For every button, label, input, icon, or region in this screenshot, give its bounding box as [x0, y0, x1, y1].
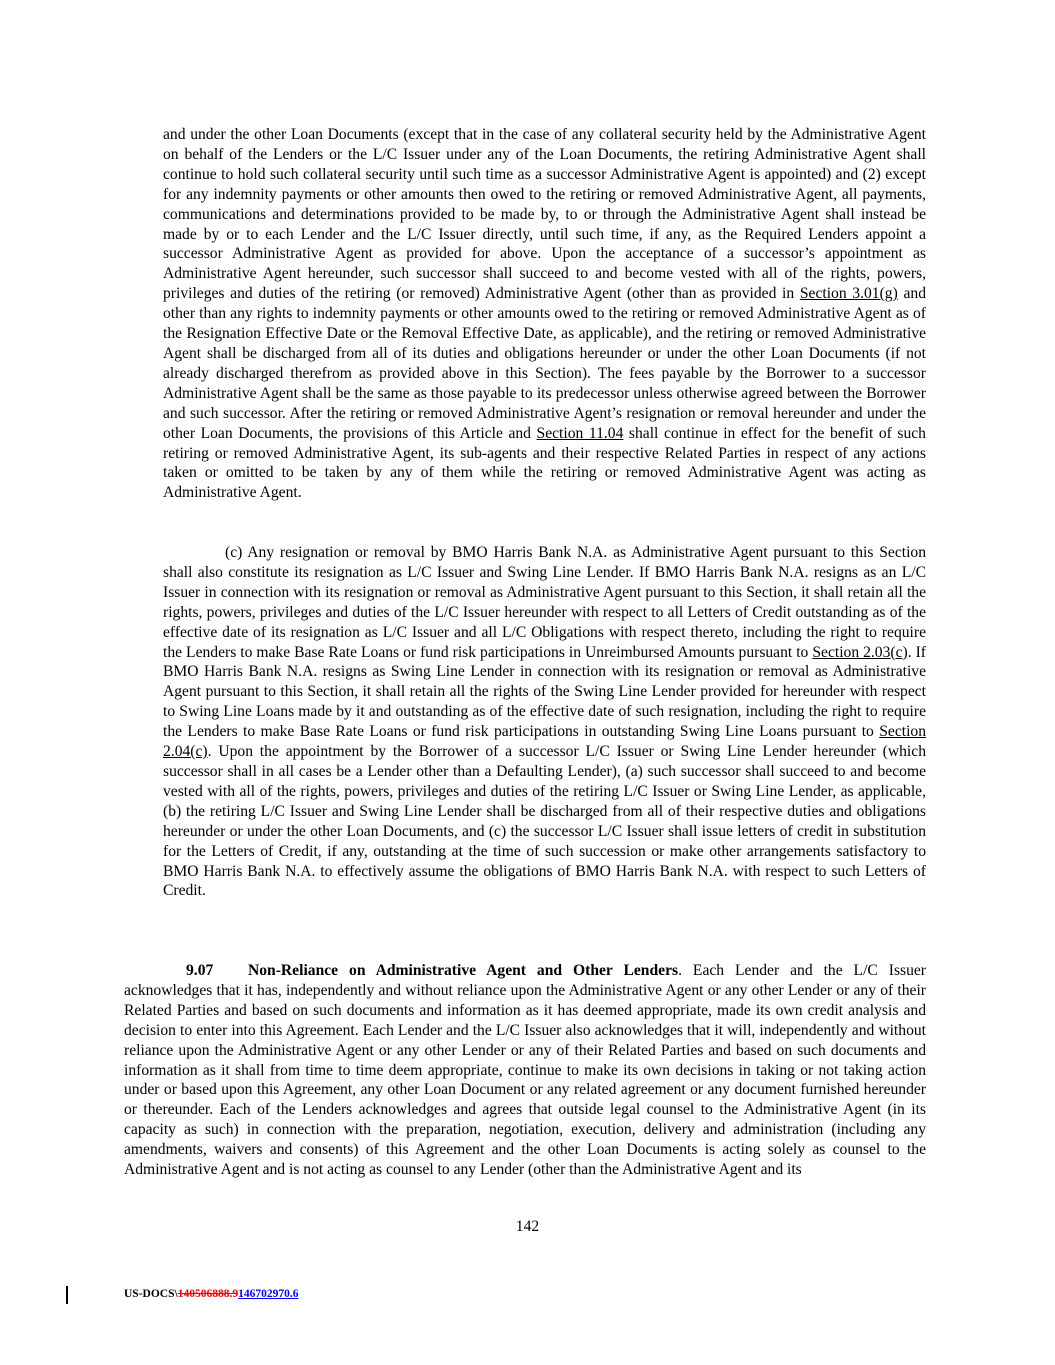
section-9-07	[124, 961, 926, 1180]
page-number: 142	[515, 1218, 540, 1235]
paragraph-continuation	[163, 125, 926, 503]
section-body: . Each Lender and the L/C Issuer acknowledges that it has, independently and without reliance upon the Administrative Agent or any other Lender or any of their Related Parties and based on such documents and information as it has deemed appropriate, made its own credit analysis and decision to enter into this Agreement. Each Lender and the L/C Issuer also acknowledges that it will, independently and without reliance upon the Administrative Agent or any other Lender or any of their Related Parties and based on such documents and information as it shall from time to time deem appropriate, continue to make its own decisions in taking or not taking action under or based upon this Agreement, any other Loan Document or any related agreement or any document furnished hereunder or thereunder. Each of the Lenders acknowledges and agrees that outside legal counsel to the Administrative Agent (in its capacity as such) in connection with the preparation, negotiation, execution, delivery and administration (including any amendments, waivers and consents) of this Agreement and the other Loan Documents is acting solely as counsel to the Administrative Agent and is not acting as counsel to any Lender (other than the Administrative Agent and its	[124, 962, 926, 1179]
change-bar	[66, 1286, 68, 1304]
inserted-document-id: 146702970.6	[238, 1288, 299, 1300]
paragraph-text: . Upon the appointment by the Borrower of a successor L/C Issuer or Swing Line Lender hereunder (which successor shall in all cases be a Lender other than a Defaulting Lender), (a) such successor shall succeed to and become vested with all of the rights, powers, privileges and duties of the retiring L/C Issuer or Swing Line Lender, as applicable, (b) the retiring L/C Issuer and Swing Line Lender shall be discharged from all of their respective duties and obligations hereunder or under the other Loan Documents, and (c) the successor L/C Issuer shall issue letters of credit in substitution for the Letters of Credit, if any, outstanding at the time of such succession or make other arrangements satisfactory to BMO Harris Bank N.A. to effectively assume the obligations of BMO Harris Bank N.A. with respect to such Letters of Credit.	[163, 743, 926, 900]
section-number: 9.07	[186, 962, 214, 979]
paragraph-text: and under the other Loan Documents (except that in the case of any collateral security held by the Administrative Agent on behalf of the Lenders or the L/C Issuer under any of the Loan Documents, the retiring Administrative Agent shall continue to hold such collateral security until such time as a successor Administrative Agent is appointed) and (2) except for any indemnity payments or other amounts then owed to the retiring or removed Administrative Agent, all payments, communications and determinations provided to be made by, to or through the Administrative Agent shall instead be made by or to each Lender and the L/C Issuer directly, until such time, if any, as the Required Lenders appoint a successor Administrative Agent as provided for above. Upon the acceptance of a successor’s appointment as Administrative Agent hereunder, such successor shall succeed to and become vested with all of the rights, powers, privileges and duties of the retiring (or removed) Administrative Agent (other than as provided in	[163, 126, 926, 303]
section-reference: Section 2.04(c)	[163, 723, 926, 761]
paragraph-text: and other than any rights to indemnity payments or other amounts owed to the retiring or removed Administrative Agent as of the Resignation Effective Date or the Removal Effective Date, as applicable), and the retiring or removed Administrative Agent shall be discharged from all of its duties and obligations hereunder or under the other Loan Documents (if not already discharged therefrom as provided above in this Section). The fees payable by the Borrower to a successor Administrative Agent shall be the same as those payable to its predecessor unless otherwise agreed between the Borrower and such successor. After the retiring or removed Administrative Agent’s resignation or removal hereunder and under the other Loan Documents, the provisions of this Article and	[163, 285, 926, 442]
document-id-footer	[124, 1288, 298, 1300]
section-reference: Section 11.04	[536, 424, 624, 442]
paragraph-c	[163, 543, 926, 901]
document-id-prefix: US-DOCS\	[124, 1288, 178, 1300]
section-heading: Non-Reliance on Administrative Agent and Other Lenders	[248, 962, 679, 979]
paragraph-text: shall continue in effect for the benefit of such retiring or removed Administrative Agent, its sub-agents and their respective Related Parties in respect of any actions taken or omitted to be taken by any of them while the retiring or removed Administrative Agent was acting as Administrative Agent.	[163, 424, 926, 502]
section-reference: Section 2.03(c)	[812, 643, 908, 661]
deleted-document-id: 140506888.9	[177, 1288, 239, 1300]
paragraph-text: (c) Any resignation or removal by BMO Harris Bank N.A. as Administrative Agent pursuant to this Section shall also constitute its resignation as L/C Issuer and Swing Line Lender. If BMO Harris Bank N.A. resigns as an L/C Issuer in connection with its resignation or removal as Administrative Agent pursuant to this Section, it shall retain all the rights, powers, privileges and duties of the L/C Issuer hereunder with respect to all Letters of Credit outstanding as of the effective date of its resignation as L/C Issuer and all L/C Obligations with respect thereto, including the right to require the Lenders to make Base Rate Loans or fund risk participations in Unreimbursed Amounts pursuant to	[163, 544, 926, 661]
paragraph-text: . If BMO Harris Bank N.A. resigns as Swing Line Lender in connection with its resignation or removal as Administrative Agent pursuant to this Section, it shall retain all the rights of the Swing Line Lender provided for hereunder with respect to Swing Line Loans made by it and outstanding as of the effective date of such resignation, including the right to require the Lenders to make Base Rate Loans or fund risk participations in outstanding Swing Line Loans pursuant to	[163, 643, 926, 741]
section-reference: Section 3.01(g)	[799, 285, 898, 303]
